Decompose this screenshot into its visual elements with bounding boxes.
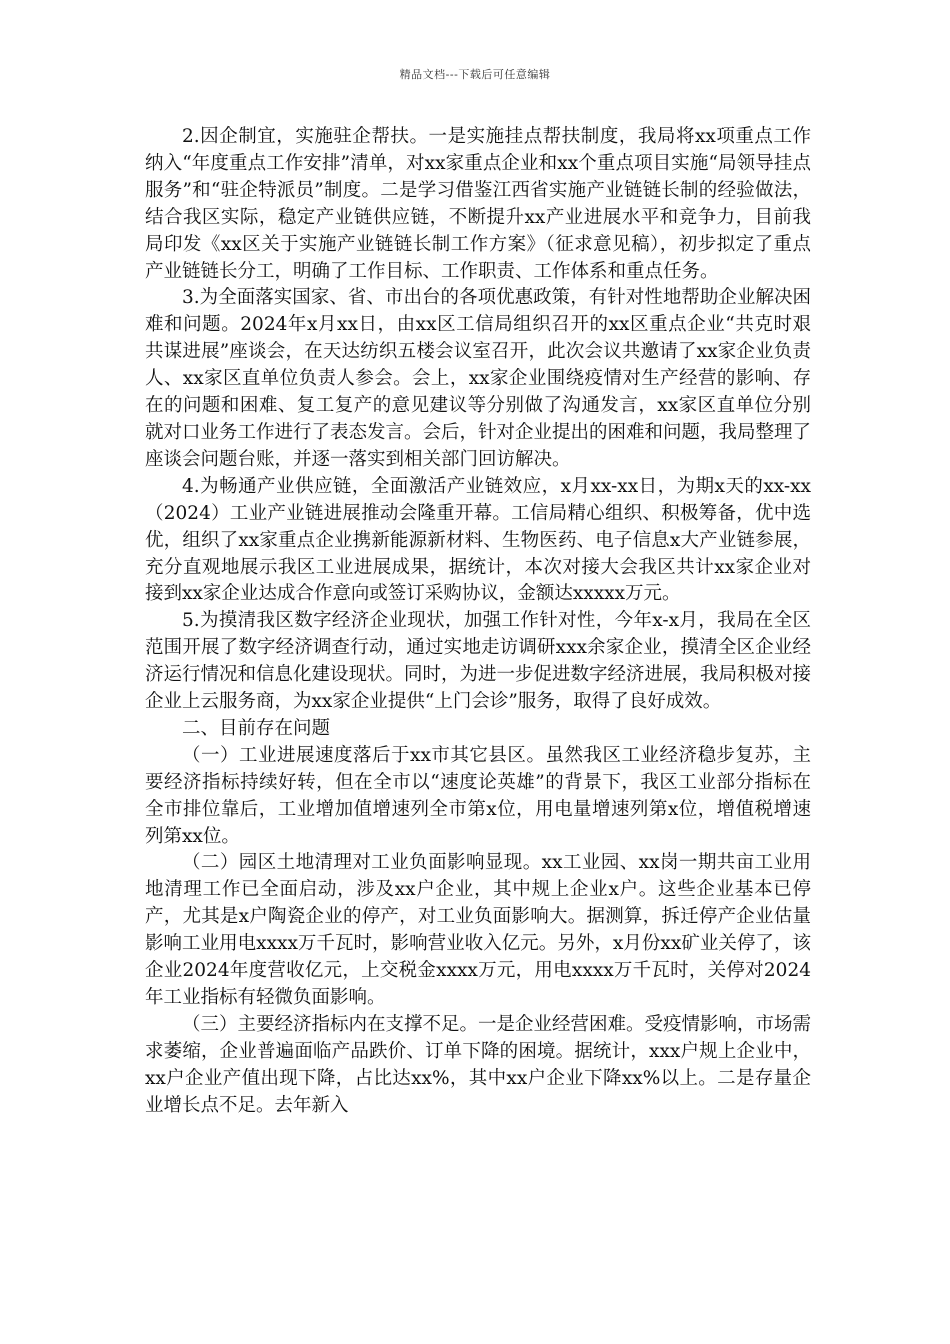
problem-paragraph-1: （一）工业进展速度落后于xx市其它县区。虽然我区工业经济稳步复苏，主要经济指标持续好转，但在全市以“速度论英雄”的背景下，我区工业部分指标在全市排位靠后，工业增加值增速列全市第x位，用电量增速列第x位，增值税增速列第xx位。 — [145, 744, 811, 847]
paragraph-item-4: 4.为畅通产业供应链，全面激活产业链效应，x月xx-xx日，为期x天的xx-xx（2024）工业产业链进展推动会隆重开幕。工信局精心组织、积极筹备，优中选优，组织了xx家重点企业携新能源新材料、生物医药、电子信息x大产业链参展，充分直观地展示我区工业进展成果，据统计，本次对接大会我区共计xx家企业对接到xx家企业达成合作意向或签订采购协议，金额达xxxxx万元。 — [145, 475, 811, 605]
document-body — [145, 124, 811, 1120]
problem-paragraph-3: （三）主要经济指标内在支撑不足。一是企业经营困难。受疫情影响，市场需求萎缩，企业普遍面临产品跌价、订单下降的困境。据统计，xxx户规上企业中，xx户企业产值出现下降，占比达xx%，其中xx户企业下降xx%以上。二是存量企业增长点不足。去年新入 — [145, 1013, 812, 1116]
paragraph-item-2: 2.因企制宜，实施驻企帮扶。一是实施挂点帮扶制度，我局将xx项重点工作纳入“年度重点工作安排”清单，对xx家重点企业和xx个重点项目实施“局领导挂点服务”和“驻企特派员”制度。二是学习借鉴江西省实施产业链链长制的经验做法，结合我区实际，稳定产业链供应链，不断提升xx产业进展水平和竞争力，目前我局印发《xx区关于实施产业链链长制工作方案》（征求意见稿），初步拟定了重点产业链链长分工，明确了工作目标、工作职责、工作体系和重点任务。 — [145, 126, 811, 282]
problem-paragraph-2: （二）园区土地清理对工业负面影响显现。xx工业园、xx岗一期共亩工业用地清理工作已全面启动，涉及xx户企业，其中规上企业x户。这些企业基本已停产，尤其是x户陶瓷企业的停产，对工业负面影响大。据测算，拆迁停产企业估量影响工业用电xxxx万千瓦时，影响营业收入亿元。另外，x月份xx矿业关停了，该企业2024年度营收亿元，上交税金xxxx万元，用电xxxx万千瓦时，关停对2024年工业指标有轻微负面影响。 — [145, 852, 811, 1008]
paragraph-item-5: 5.为摸清我区数字经济企业现状，加强工作针对性，今年x-x月，我局在全区范围开展了数字经济调查行动，通过实地走访调研xxx余家企业，摸清全区企业经济运行情况和信息化建设现状。同时，为进一步促进数字经济进展，我局积极对接企业上云服务商，为xx家企业提供“上门会诊”服务，取得了良好成效。 — [145, 610, 812, 713]
page-header: 精品文档---下载后可任意编辑 — [399, 68, 551, 81]
section-heading: 二、目前存在问题 — [182, 717, 331, 739]
paragraph-item-3: 3.为全面落实国家、省、市出台的各项优惠政策，有针对性地帮助企业解决困难和问题。2024年x月xx日，由xx区工信局组织召开的xx区重点企业“共克时艰 共谋进展”座谈会，在天达纺织五楼会议室召开，此次会议共邀请了xx家企业负责人、xx家区直单位负责人参会。会上，xx家企业围绕疫情对生产经营的影响、存在的问题和困难、复工复产的意见建议等分别做了沟通发言，xx家区直单位分别就对口业务工作进行了表态发言。会后，针对企业提出的困难和问题，我局整理了座谈会问题台账，并逐一落实到相关部门回访解决。 — [145, 287, 812, 470]
